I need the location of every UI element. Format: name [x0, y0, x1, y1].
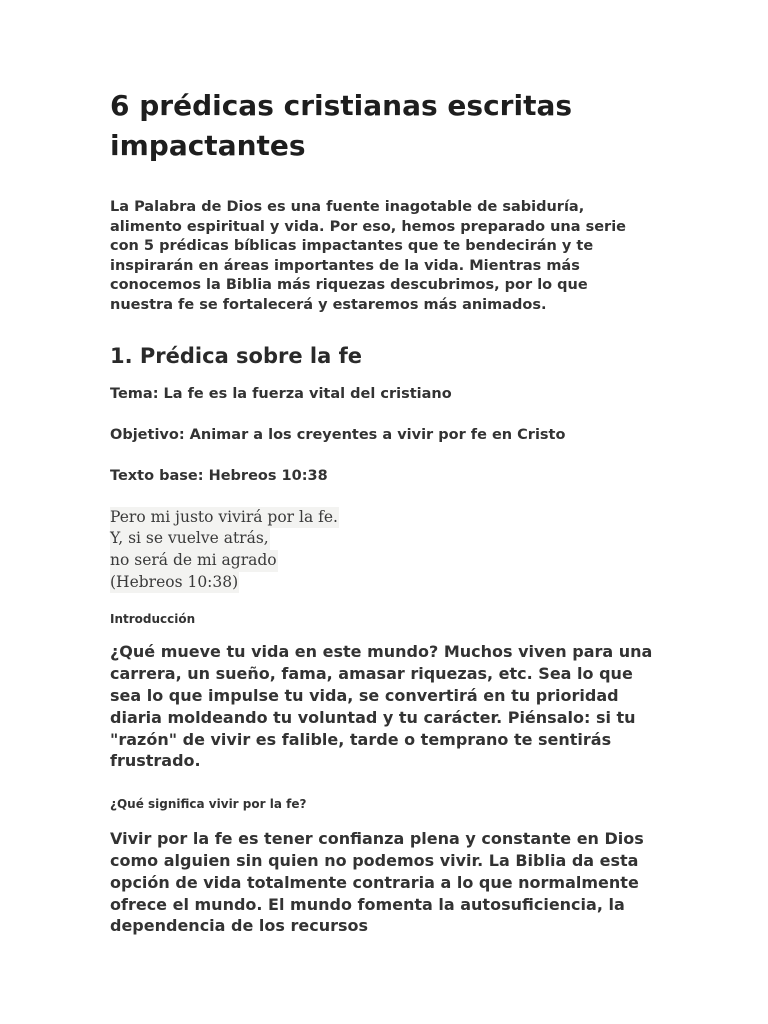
- verse-line: no será de mi agrado: [110, 550, 278, 572]
- question-heading: ¿Qué significa vivir por la fe?: [110, 797, 307, 812]
- objetivo-line: Objetivo: Animar a los creyentes a vivir por fe en Cristo: [110, 426, 566, 443]
- intro-paragraph: La Palabra de Dios es una fuente inagotable de sabiduría, alimento espiritual y vida. Por eso, hemos preparado una serie con 5 prédicas bíblicas impactantes que te bendecirán y te inspirarán en áreas importantes de la vida. Mientras más conocemos la Biblia más riquezas descubrimos, por lo que nuestra fe se fortalecerá y estaremos más animados.: [110, 199, 626, 313]
- texto-base-line: Texto base: Hebreos 10:38: [110, 467, 328, 484]
- verse-line: Pero mi justo vivirá por la fe.: [110, 507, 339, 529]
- document-page: [110, 86, 655, 937]
- document-title: 6 prédicas cristianas escritas impactantes: [110, 89, 573, 162]
- introduccion-paragraph: ¿Qué mueve tu vida en este mundo? Muchos viven para una carrera, un sueño, fama, amasar riquezas, etc. Sea lo que sea lo que impulse tu vida, se convertirá en tu prioridad diaria moldeando tu voluntad y tu carácter. Piénsalo: si tu "razón" de vivir es falible, tarde o temprano te sentirás frustrado.: [110, 642, 653, 771]
- verse-line: Y, si se vuelve atrás,: [110, 528, 270, 550]
- bible-verse-quote: [110, 507, 655, 594]
- introduccion-heading: Introducción: [110, 612, 196, 627]
- verse-reference: (Hebreos 10:38): [110, 572, 239, 594]
- question-paragraph: Vivir por la fe es tener confianza plena y constante en Dios como alguien sin quien no podemos vivir. La Biblia da esta opción de vida totalmente contraria a lo que normalmente ofrece el mundo. El mundo fomenta la autosuficiencia, la dependencia de los recursos: [110, 829, 644, 936]
- tema-line: Tema: La fe es la fuerza vital del cristiano: [110, 385, 452, 402]
- section-heading-fe: 1. Prédica sobre la fe: [110, 343, 362, 368]
